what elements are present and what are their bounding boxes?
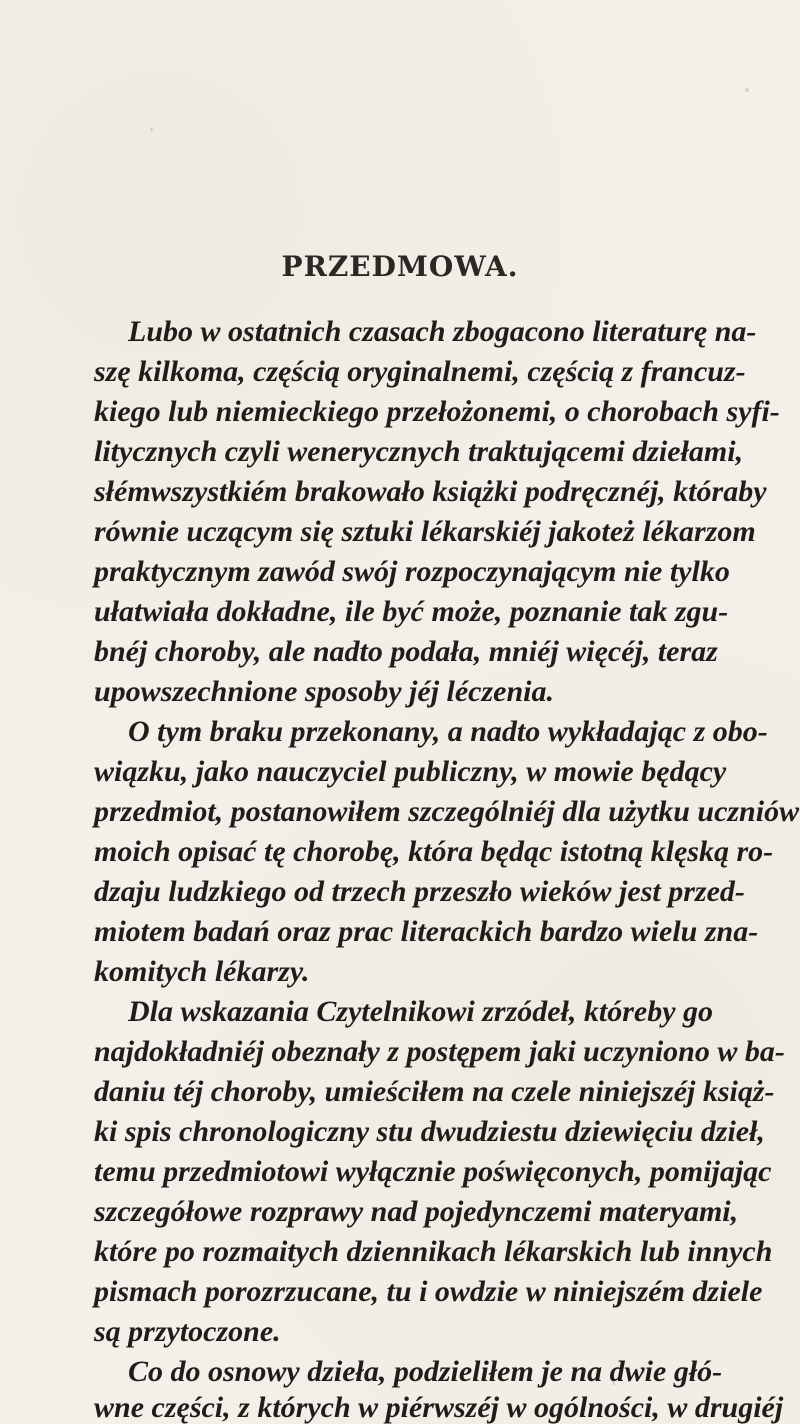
text-line: Dla wskazania Czytelnikowi zrzódeł, któreby go bbox=[128, 995, 714, 1028]
text-line: komitych lékarzy. bbox=[94, 955, 310, 988]
text-line: bnéj choroby, ale nadto podała, mniéj więcéj, teraz bbox=[94, 635, 718, 668]
text-line: litycznych czyli wenerycznych traktującemi dziełami, bbox=[94, 435, 744, 468]
text-line: wne części, z których w piérwszéj w ogólności, w drugiéj bbox=[94, 1391, 784, 1424]
text-line: równie uczącym się sztuki lékarskiéj jakoteż lékarzom bbox=[94, 515, 756, 548]
text-line: kiego lub niemieckiego przełożonemi, o chorobach syfi- bbox=[94, 395, 780, 428]
text-line: daniu téj choroby, umieściłem na czele niniejszéj książ- bbox=[94, 1075, 775, 1108]
text-line: O tym braku przekonany, a nadto wykładając z obo- bbox=[128, 715, 768, 748]
text-line: Co do osnowy dzieła, podzieliłem je na dwie głó- bbox=[128, 1355, 723, 1388]
text-line: są przytoczone. bbox=[94, 1315, 281, 1348]
text-line: upowszechnione sposoby jéj léczenia. bbox=[94, 675, 555, 708]
text-line: ki spis chronologiczny stu dwudziestu dziewięciu dzieł, bbox=[94, 1115, 765, 1148]
paper-speck bbox=[745, 88, 749, 92]
paper-speck bbox=[150, 128, 153, 131]
text-line: dzaju ludzkiego od trzech przeszło wieków jest przed- bbox=[94, 875, 745, 908]
text-line: najdokładniéj obeznały z postępem jaki uczyniono w ba- bbox=[94, 1035, 785, 1068]
text-line: moich opisać tę chorobę, która będąc istotną klęską ro- bbox=[94, 835, 774, 868]
text-line: Lubo w ostatnich czasach zbogacono literaturę na- bbox=[128, 315, 757, 348]
page-title: PRZEDMOWA. bbox=[281, 250, 519, 283]
text-line: ułatwiała dokładne, ile być może, poznanie tak zgu- bbox=[94, 595, 729, 628]
text-line: pismach porozrzucane, tu i owdzie w niniejszém dziele bbox=[94, 1275, 763, 1308]
text-line: praktycznym zawód swój rozpoczynającym nie tylko bbox=[94, 555, 730, 588]
text-line: które po rozmaitych dziennikach lékarskich lub innych bbox=[94, 1235, 773, 1268]
text-line: szę kilkoma, częścią oryginalnemi, częścią z francuz- bbox=[94, 355, 746, 388]
text-line: temu przedmiotowi wyłącznie poświęconych, pomijając bbox=[94, 1155, 772, 1188]
text-line: szczegółowe rozprawy nad pojedynczemi materyami, bbox=[94, 1195, 739, 1228]
text-line: miotem badań oraz prac literackich bardzo wielu zna- bbox=[94, 915, 759, 948]
text-line: słémwszystkiém brakowało książki podręcznéj, któraby bbox=[94, 475, 767, 508]
text-line: wiązku, jako nauczyciel publiczny, w mowie będący bbox=[94, 755, 727, 788]
text-line: przedmiot, postanowiłem szczególniéj dla użytku uczniów bbox=[94, 795, 800, 828]
